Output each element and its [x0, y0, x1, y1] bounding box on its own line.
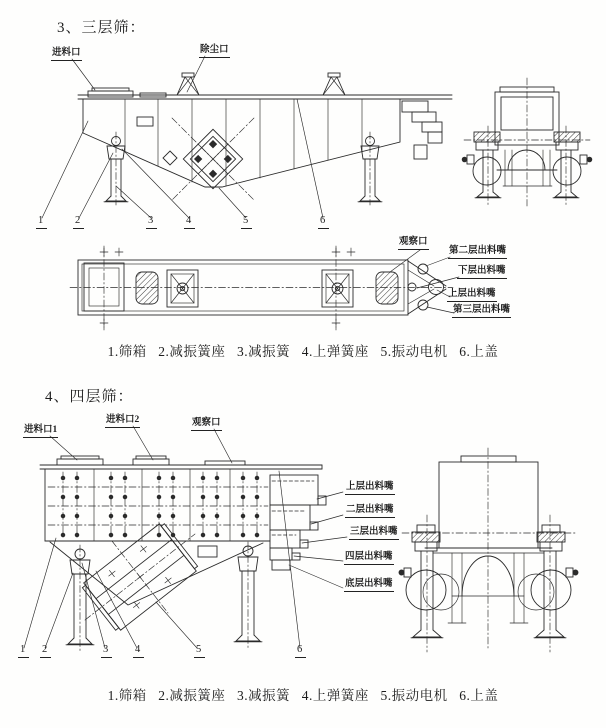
s4-outlet-upper-label: 上层出料嘴 — [345, 483, 395, 495]
motor-mount-2 — [322, 270, 353, 307]
s4-part-number-3: 3 — [101, 645, 112, 658]
s3-outlet-lower-label: 下层出料嘴 — [457, 267, 507, 279]
s3-outlet-upper-label: 上层出料嘴 — [447, 290, 497, 302]
s3-feed-port-label: 进料口 — [51, 49, 82, 61]
dust-funnel-2 — [321, 73, 347, 95]
dust-funnel-1 — [175, 73, 201, 95]
s3-outlet-layer2-label: 第二层出料嘴 — [448, 247, 507, 259]
s3-part-number-2: 2 — [73, 216, 84, 229]
s3-outlet-layer3-label: 第三层出料嘴 — [452, 306, 511, 318]
s4-part-number-1: 1 — [18, 645, 29, 658]
s3-plan-view-drawing — [70, 246, 459, 330]
section3-caption: 1.筛箱 2.减振簧座 3.减振簧 4.上弹簧座 5.振动电机 6.上盖 — [107, 344, 499, 359]
discharge-steps — [270, 475, 326, 570]
s4-end-view-drawing — [399, 448, 578, 652]
motor-mount-1 — [167, 270, 198, 307]
s3-side-view-drawing — [42, 56, 452, 218]
s3-part-number-1: 1 — [36, 216, 47, 229]
s4-part-number-5: 5 — [194, 645, 205, 658]
s4-side-view-drawing — [24, 426, 347, 651]
s4-outlet-layer3-label: 三层出料嘴 — [349, 528, 399, 540]
s4-outlet-bottom-label: 底层出料嘴 — [344, 580, 394, 592]
s4-outlet-layer4-label: 四层出料嘴 — [344, 553, 394, 565]
s3-part-number-3: 3 — [146, 216, 157, 229]
s3-part-number-4: 4 — [184, 216, 195, 229]
s3-observe-port-label: 观察口 — [398, 238, 429, 250]
section4-heading: 4、四层筛： — [45, 389, 134, 405]
s3-part-number-6: 6 — [318, 216, 329, 229]
s4-feed-port1-label: 进料口1 — [23, 426, 58, 438]
s4-observe-port-label: 观察口 — [191, 419, 222, 431]
s4-outlet-layer2-label: 二层出料嘴 — [345, 506, 395, 518]
bolt-pattern — [48, 472, 268, 539]
s3-part-number-5: 5 — [241, 216, 252, 229]
s4-part-number-6: 6 — [295, 645, 306, 658]
s3-end-view-drawing — [462, 78, 592, 206]
section4-caption: 1.筛箱 2.减振簧座 3.减振簧 4.上弹簧座 5.振动电机 6.上盖 — [107, 688, 499, 703]
s4-feed-port2-label: 进料口2 — [105, 416, 140, 428]
s4-part-number-4: 4 — [133, 645, 144, 658]
s3-dust-port-label: 除尘口 — [199, 46, 230, 58]
s4-part-number-2: 2 — [40, 645, 51, 658]
section3-heading: 3、三层筛： — [57, 20, 146, 36]
